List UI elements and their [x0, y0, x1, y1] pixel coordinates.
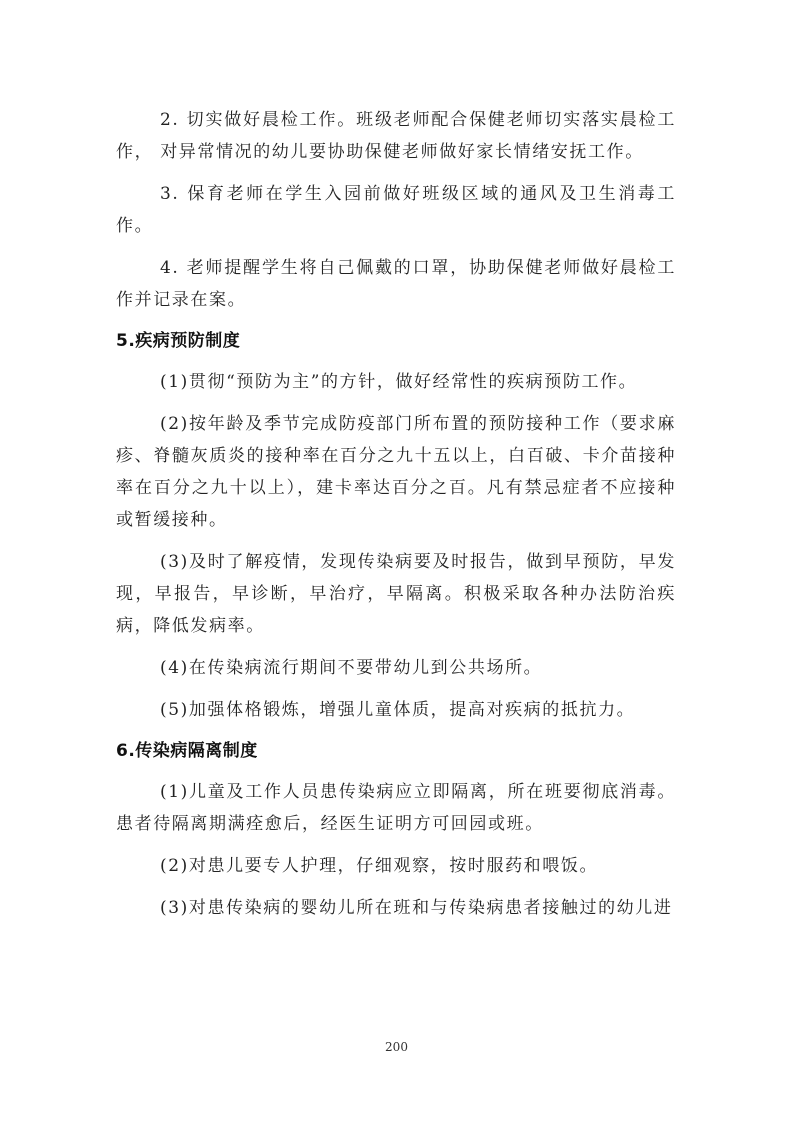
paragraph: (1)儿童及工作人员患传染病应立即隔离，所在班要彻底消毒。患者待隔离期满痊愈后，经医生证明方可回园或班。 — [116, 782, 676, 834]
paragraph: 3. 保育老师在学生入园前做好班级区域的通风及卫生消毒工作。 — [116, 184, 676, 236]
section-heading-5: 5.疾病预防制度 — [116, 331, 241, 351]
page-content — [116, 104, 676, 934]
page-number: 200 — [385, 1040, 408, 1054]
paragraph: 4. 老师提醒学生将自己佩戴的口罩，协助保健老师做好晨检工作并记录在案。 — [116, 258, 676, 310]
paragraph: (3)对患传染病的婴幼儿所在班和与传染病患者接触过的幼儿进 — [160, 898, 673, 918]
paragraph: (2)按年龄及季节完成防疫部门所布置的预防接种工作（要求麻疹、脊髓灰质炎的接种率在百分之九十五以上，白百破、卡介苗接种率在百分之九十以上），建卡率达百分之百。凡有禁忌症者不应接种或暂缓接种。 — [116, 414, 676, 530]
paragraph: (3)及时了解疫情，发现传染病要及时报告，做到早预防，早发现，早报告，早诊断，早治疗，早隔离。积极采取各种办法防治疾病，降低发病率。 — [116, 552, 676, 636]
paragraph: (4)在传染病流行期间不要带幼儿到公共场所。 — [160, 658, 543, 678]
paragraph: (2)对患儿要专人护理，仔细观察，按时服药和喂饭。 — [160, 856, 599, 876]
paragraph: (1)贯彻“预防为主”的方针，做好经常性的疾病预防工作。 — [160, 372, 638, 392]
paragraph: 2. 切实做好晨检工作。班级老师配合保健老师切实落实晨检工作， 对异常情况的幼儿要协助保健老师做好家长情绪安抚工作。 — [116, 110, 676, 162]
section-heading-6: 6.传染病隔离制度 — [116, 741, 258, 761]
paragraph: (5)加强体格锻炼，增强儿童体质，提高对疾病的抵抗力。 — [160, 700, 636, 720]
